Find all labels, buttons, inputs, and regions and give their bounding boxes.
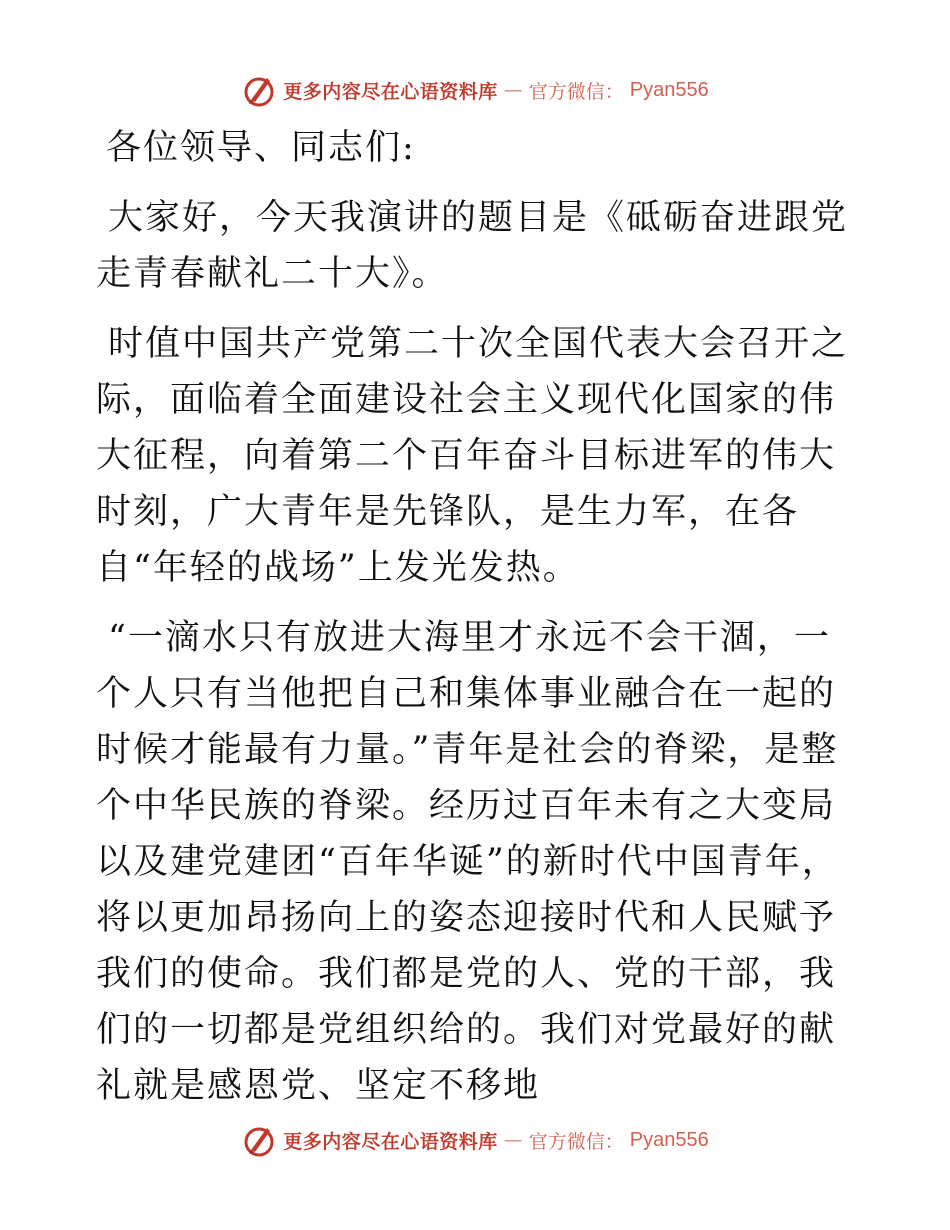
- footer-watermark-banner: [0, 1120, 950, 1160]
- banner-text: 更多内容尽在心语资料库: [283, 1130, 498, 1153]
- greeting-line: 各位领导、同志们:: [106, 128, 416, 168]
- banner-dash: —: [503, 1129, 523, 1151]
- banner-wechat-id: Pyan556: [629, 1128, 709, 1151]
- feather-pen-logo-icon: [241, 1122, 277, 1158]
- banner-wechat-label: 官方微信：: [528, 1130, 624, 1153]
- paragraph-2: 时值中国共产党第二十次全国代表大会召开之际，面临着全面建设社会主义现代化国家的伟大征程，向着第二个百年奋斗目标进军的伟大时刻，广大青年是先锋队，是生力军，在各自“年轻的战场”上发光发热。: [96, 324, 849, 588]
- banner-text: 更多内容尽在心语资料库: [283, 80, 498, 103]
- banner-wechat-label: 官方微信：: [528, 80, 624, 103]
- feather-pen-logo-icon: [241, 72, 277, 108]
- paragraph-1: 大家好，今天我演讲的题目是《砥砺奋进跟党走青春献礼二十大》。: [96, 198, 849, 294]
- header-watermark-banner: [0, 70, 950, 110]
- banner-dash: —: [503, 79, 523, 101]
- banner-wechat-id: Pyan556: [629, 78, 709, 101]
- paragraph-3: “一滴水只有放进大海里才永远不会干涸，一个人只有当他把自己和集体事业融合在一起的时候才能最有力量。”青年是社会的脊梁，是整个中华民族的脊梁。经历过百年未有之大变局以及建党建团“百年华诞”的新时代中国青年，将以更加昂扬向上的姿态迎接时代和人民赋予我们的使命。我们都是党的人、党的干部，我们的一切都是党组织给的。我们对党最好的献礼就是感恩党、坚定不移地: [96, 618, 839, 1106]
- document-body: [96, 120, 856, 1114]
